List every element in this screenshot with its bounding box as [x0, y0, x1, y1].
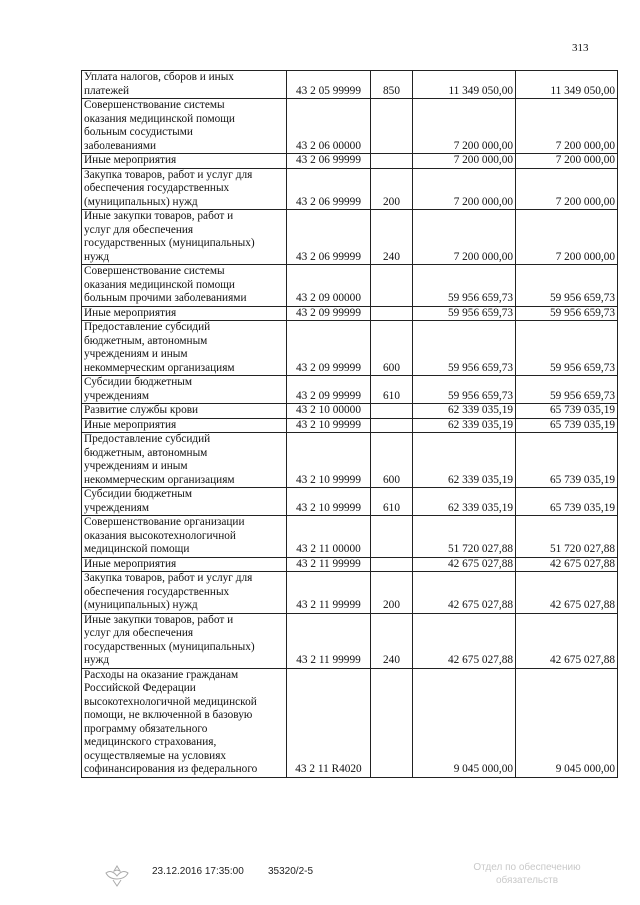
- page-footer: [0, 862, 640, 892]
- row-amount-1: 9 045 000,00: [413, 668, 516, 777]
- row-amount-1: 42 675 027,88: [413, 557, 516, 572]
- row-amount-2: 7 200 000,00: [516, 154, 618, 169]
- table-row: [82, 168, 618, 210]
- row-expense-type: [371, 265, 413, 307]
- row-expense-type: [371, 306, 413, 321]
- row-amount-1: 7 200 000,00: [413, 154, 516, 169]
- row-amount-2: 59 956 659,73: [516, 265, 618, 307]
- row-name: Субсидии бюджетным учреждениям: [82, 376, 287, 404]
- row-amount-1: 42 675 027,88: [413, 572, 516, 614]
- row-amount-1: 59 956 659,73: [413, 306, 516, 321]
- table-row: [82, 154, 618, 169]
- row-amount-1: 59 956 659,73: [413, 321, 516, 376]
- row-code: 43 2 10 99999: [287, 488, 371, 516]
- row-expense-type: [371, 557, 413, 572]
- row-name: Иные мероприятия: [82, 557, 287, 572]
- row-amount-1: 42 675 027,88: [413, 613, 516, 668]
- row-expense-type: 600: [371, 321, 413, 376]
- row-name: Иные мероприятия: [82, 306, 287, 321]
- table-row: [82, 488, 618, 516]
- row-expense-type: 610: [371, 488, 413, 516]
- row-code: 43 2 06 99999: [287, 154, 371, 169]
- row-code: 43 2 05 99999: [287, 71, 371, 99]
- row-code: 43 2 10 99999: [287, 418, 371, 433]
- row-amount-1: 62 339 035,19: [413, 488, 516, 516]
- footer-doc-number: 35320/2-5: [268, 866, 314, 877]
- row-amount-2: 11 349 050,00: [516, 71, 618, 99]
- row-name: Развитие службы крови: [82, 404, 287, 419]
- row-code: 43 2 11 99999: [287, 572, 371, 614]
- row-code: 43 2 09 99999: [287, 376, 371, 404]
- row-code: 43 2 09 99999: [287, 306, 371, 321]
- row-name: Уплата налогов, сборов и иных платежей: [82, 71, 287, 99]
- row-amount-1: 7 200 000,00: [413, 99, 516, 154]
- row-amount-2: 42 675 027,88: [516, 613, 618, 668]
- row-amount-2: 51 720 027,88: [516, 516, 618, 558]
- row-amount-2: 59 956 659,73: [516, 321, 618, 376]
- row-amount-2: 42 675 027,88: [516, 572, 618, 614]
- row-name: Совершенствование организации оказания высокотехнологичной медицинской помощи: [82, 516, 287, 558]
- row-name: Совершенствование системы оказания медицинской помощи больным прочими заболеваниями: [82, 265, 287, 307]
- row-code: 43 2 09 00000: [287, 265, 371, 307]
- row-code: 43 2 09 99999: [287, 321, 371, 376]
- table-row: [82, 418, 618, 433]
- row-expense-type: 240: [371, 613, 413, 668]
- table-row: [82, 404, 618, 419]
- row-amount-2: 7 200 000,00: [516, 168, 618, 210]
- row-code: 43 2 11 R4020: [287, 668, 371, 777]
- row-name: Совершенствование системы оказания медицинской помощи больным сосудистыми заболеваниями: [82, 99, 287, 154]
- row-amount-1: 11 349 050,00: [413, 71, 516, 99]
- page-number: 313: [572, 42, 589, 54]
- row-code: 43 2 11 99999: [287, 557, 371, 572]
- row-code: 43 2 10 99999: [287, 433, 371, 488]
- table-row: [82, 433, 618, 488]
- table-row: [82, 306, 618, 321]
- row-expense-type: [371, 516, 413, 558]
- row-expense-type: 600: [371, 433, 413, 488]
- row-code: 43 2 11 00000: [287, 516, 371, 558]
- row-code: 43 2 06 99999: [287, 210, 371, 265]
- watermark-stamp: [452, 861, 602, 887]
- row-name: Иные мероприятия: [82, 154, 287, 169]
- row-expense-type: [371, 154, 413, 169]
- stamp-line-1: Отдел по обеспечению: [473, 862, 581, 873]
- row-name: Закупка товаров, работ и услуг для обеспечения государственных (муниципальных) нужд: [82, 168, 287, 210]
- footer-timestamp: 23.12.2016 17:35:00: [152, 866, 244, 877]
- row-name: Иные закупки товаров, работ и услуг для обеспечения государственных (муниципальных) нужд: [82, 210, 287, 265]
- row-amount-2: 65 739 035,19: [516, 433, 618, 488]
- row-amount-2: 59 956 659,73: [516, 306, 618, 321]
- row-name: Иные мероприятия: [82, 418, 287, 433]
- row-amount-1: 62 339 035,19: [413, 418, 516, 433]
- row-name: Расходы на оказание гражданам Российской Федерации высокотехнологичной медицинской помощи, не включенной в базовую программу обязательного медицинского страхования, осуществляемые на условиях софинансирования из федерального: [82, 668, 287, 777]
- row-amount-2: 65 739 035,19: [516, 404, 618, 419]
- row-expense-type: 200: [371, 572, 413, 614]
- row-expense-type: [371, 668, 413, 777]
- table-row: [82, 376, 618, 404]
- row-expense-type: [371, 99, 413, 154]
- stamp-line-2: обязательств: [495, 875, 559, 886]
- budget-table: [81, 70, 618, 778]
- row-amount-1: 59 956 659,73: [413, 376, 516, 404]
- row-name: Предоставление субсидий бюджетным, автономным учреждениям и иным некоммерческим организациям: [82, 433, 287, 488]
- row-expense-type: [371, 404, 413, 419]
- row-amount-1: 62 339 035,19: [413, 404, 516, 419]
- row-amount-2: 59 956 659,73: [516, 376, 618, 404]
- row-amount-1: 62 339 035,19: [413, 433, 516, 488]
- row-code: 43 2 06 99999: [287, 168, 371, 210]
- row-code: 43 2 06 00000: [287, 99, 371, 154]
- row-amount-1: 51 720 027,88: [413, 516, 516, 558]
- row-name: Иные закупки товаров, работ и услуг для обеспечения государственных (муниципальных) нужд: [82, 613, 287, 668]
- row-code: 43 2 10 00000: [287, 404, 371, 419]
- row-amount-2: 42 675 027,88: [516, 557, 618, 572]
- table-row: [82, 557, 618, 572]
- row-amount-2: 7 200 000,00: [516, 210, 618, 265]
- row-amount-2: 65 739 035,19: [516, 418, 618, 433]
- table-row: [82, 572, 618, 614]
- table-row: [82, 71, 618, 99]
- row-amount-2: 9 045 000,00: [516, 668, 618, 777]
- emblem-icon: [100, 864, 134, 891]
- row-amount-1: 7 200 000,00: [413, 168, 516, 210]
- row-expense-type: [371, 418, 413, 433]
- row-code: 43 2 11 99999: [287, 613, 371, 668]
- row-name: Предоставление субсидий бюджетным, автономным учреждениям и иным некоммерческим организациям: [82, 321, 287, 376]
- row-expense-type: 850: [371, 71, 413, 99]
- budget-table-body: [82, 71, 618, 778]
- row-expense-type: 200: [371, 168, 413, 210]
- table-row: [82, 613, 618, 668]
- table-row: [82, 265, 618, 307]
- table-row: [82, 99, 618, 154]
- row-expense-type: 610: [371, 376, 413, 404]
- table-row: [82, 321, 618, 376]
- row-amount-2: 65 739 035,19: [516, 488, 618, 516]
- row-amount-1: 59 956 659,73: [413, 265, 516, 307]
- row-name: Субсидии бюджетным учреждениям: [82, 488, 287, 516]
- row-amount-2: 7 200 000,00: [516, 99, 618, 154]
- table-row: [82, 516, 618, 558]
- row-name: Закупка товаров, работ и услуг для обеспечения государственных (муниципальных) нужд: [82, 572, 287, 614]
- table-row: [82, 210, 618, 265]
- row-expense-type: 240: [371, 210, 413, 265]
- row-amount-1: 7 200 000,00: [413, 210, 516, 265]
- table-row: [82, 668, 618, 777]
